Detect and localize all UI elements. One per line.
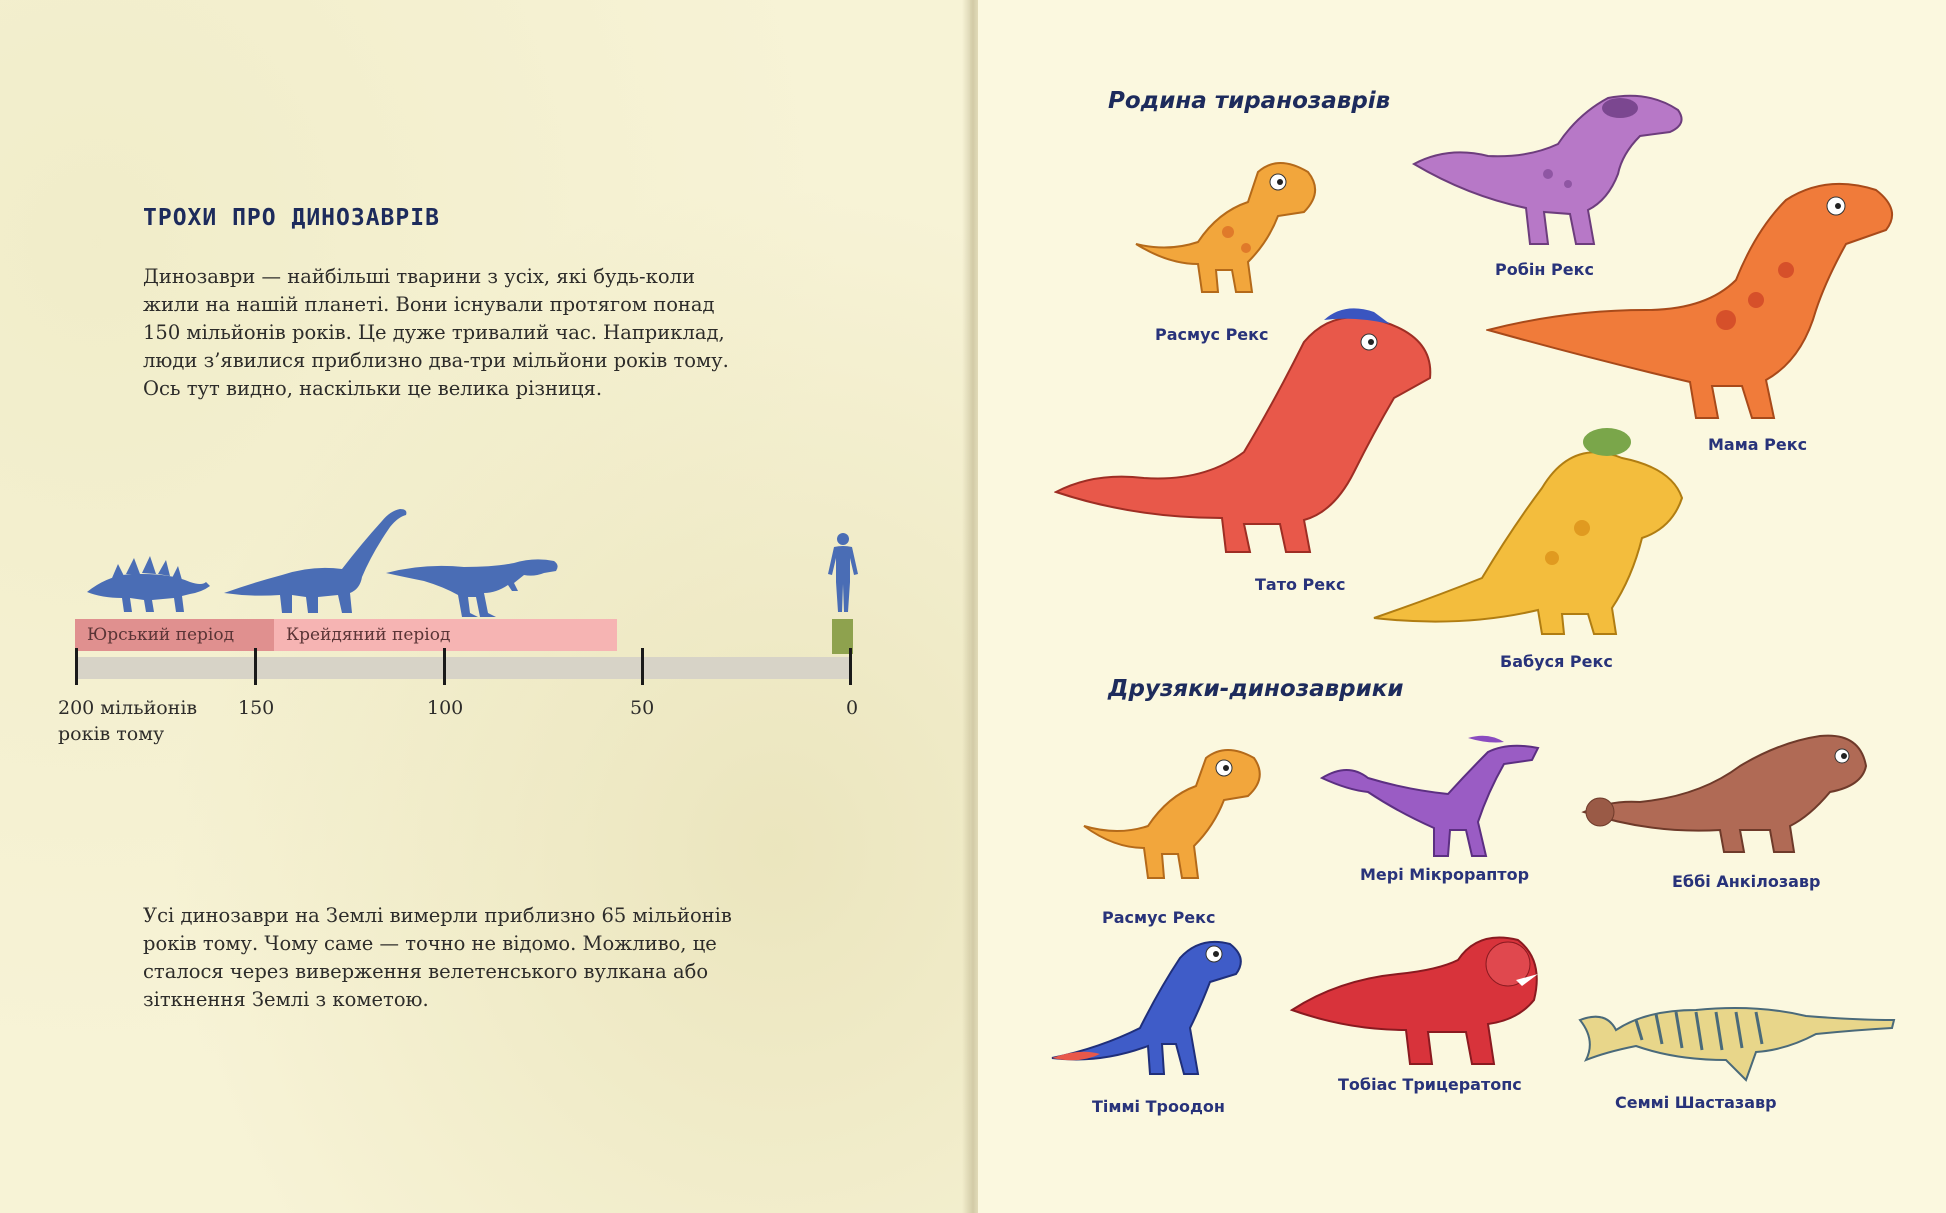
human-silhouette-icon	[822, 532, 864, 614]
label-sammy-shastasaurus: Семмі Шастазавр	[1615, 1093, 1777, 1112]
timmy-troodon-illustration	[1050, 928, 1250, 1083]
extinction-line: років тому. Чому саме — точно не відомо. Можливо, це	[143, 932, 717, 955]
tick-50	[641, 648, 644, 685]
tick-label-150: 150	[238, 697, 275, 719]
intro-line: люди з’явилися приблизно два-три мільйони років тому.	[143, 349, 729, 372]
label-tato-rex: Тато Рекс	[1255, 575, 1346, 594]
extinction-line: Усі динозаври на Землі вимерли приблизно 65 мільйонів	[143, 904, 732, 927]
label-mary-microraptor: Мері Мікрораптор	[1360, 865, 1530, 884]
era-cretaceous: Крейдяний період	[274, 619, 617, 651]
ebbi-ankylosaurus-illustration	[1580, 706, 1870, 856]
tick-label-line: 200 мільйонів	[58, 697, 198, 719]
label-friend-rasmus-rex: Расмус Рекс	[1102, 908, 1216, 927]
mary-microraptor-illustration	[1318, 732, 1548, 862]
sammy-shastasaurus-illustration	[1576, 990, 1898, 1090]
label-timmy-troodon: Тіммі Троодон	[1092, 1097, 1225, 1116]
intro-line: жили на нашій планеті. Вони існували протягом понад	[143, 293, 715, 316]
intro-paragraph	[143, 263, 823, 403]
timeline-axis	[77, 657, 850, 679]
tick-label-200	[58, 695, 197, 747]
intro-line: 150 мільйонів років. Це дуже тривалий час. Наприклад,	[143, 321, 725, 344]
tick-label-subline: років тому	[58, 723, 165, 745]
tick-150	[254, 648, 257, 685]
babusya-rex-illustration	[1372, 378, 1694, 638]
intro-line: Ось тут видно, наскільки це велика різниця.	[143, 377, 603, 400]
t-rex-silhouette-icon	[384, 553, 562, 619]
label-robin-rex: Робін Рекс	[1495, 260, 1594, 279]
tick-100	[443, 648, 446, 685]
era-jurassic: Юрський період	[75, 619, 274, 651]
section-title-tyrannosaur-family: Родина тиранозаврів	[1108, 88, 1391, 114]
tick-0	[849, 648, 852, 685]
tick-200	[75, 648, 78, 685]
extinction-line: зіткнення Землі з кометою.	[143, 988, 429, 1011]
label-babusya-rex: Бабуся Рекс	[1500, 652, 1613, 671]
tick-label-50: 50	[630, 697, 655, 719]
extinction-paragraph	[143, 902, 823, 1014]
section-title-dino-friends: Друзяки-динозаврики	[1108, 676, 1404, 702]
tobias-triceratops-illustration	[1288, 920, 1548, 1070]
label-tobias-triceratops: Тобіас Трицератопс	[1338, 1075, 1522, 1094]
intro-line: Динозаври — найбільші тварини з усіх, які будь-коли	[143, 265, 695, 288]
tick-label-100: 100	[427, 697, 464, 719]
tick-label-0: 0	[846, 697, 859, 719]
page-heading: ТРОХИ ПРО ДИНОЗАВРІВ	[143, 205, 440, 231]
rasmus-rex-illustration	[1128, 152, 1328, 302]
label-rasmus-rex: Расмус Рекс	[1155, 325, 1269, 344]
friend-rasmus-rex-illustration	[1078, 740, 1268, 885]
label-mama-rex: Мама Рекс	[1708, 435, 1808, 454]
stegosaurus-silhouette-icon	[82, 552, 212, 614]
label-ebbi-ankylosaurus: Еббі Анкілозавр	[1672, 872, 1821, 891]
left-page	[0, 0, 970, 1213]
extinction-line: сталося через виверження велетенського вулкана або	[143, 960, 709, 983]
